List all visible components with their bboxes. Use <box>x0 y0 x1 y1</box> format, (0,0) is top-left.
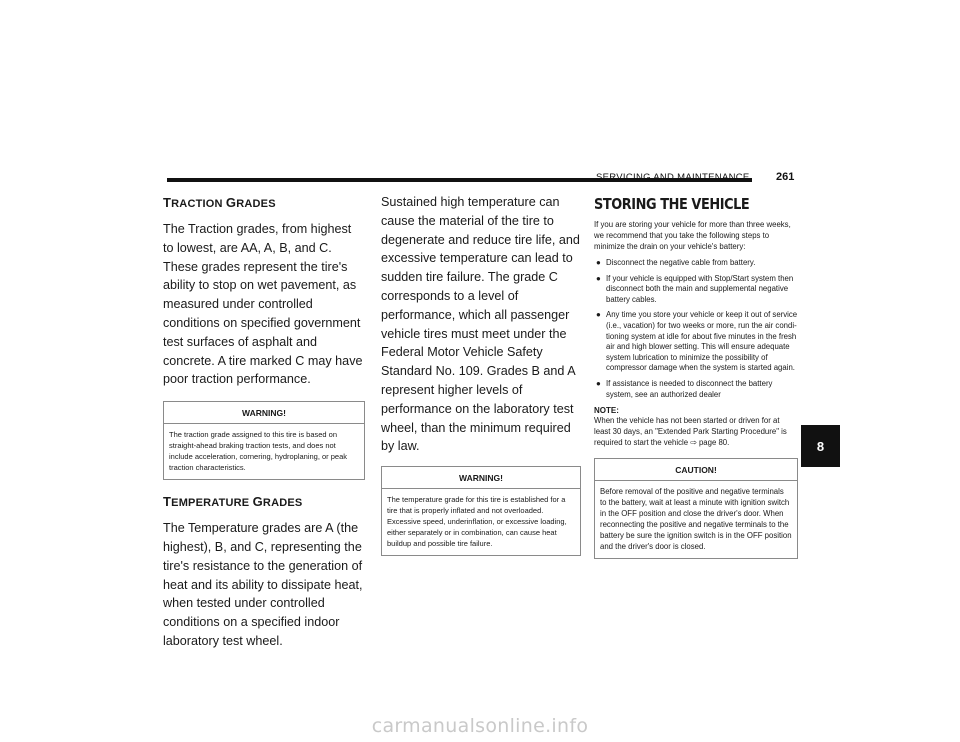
warning-text: The temperature grade for this tire is established for a tire that is properly inflated and not overloaded. Excessive speed, underinflation, or excessive loading, either separately or in combination, can cause heat buildup and possible tire failure. <box>387 495 567 549</box>
watermark: carmanualsonline.info <box>371 715 589 737</box>
storing-bullet-list <box>594 258 798 400</box>
caution-box <box>594 458 798 559</box>
traction-grades-heading: TRACTION GRADES <box>163 195 276 210</box>
warning-title: WARNING! <box>164 402 364 424</box>
page-reference-arrow-icon: ⇨ <box>690 438 697 448</box>
list-item: ● Disconnect the negative cable from battery. <box>596 258 756 267</box>
bullet-icon: ● <box>596 310 601 320</box>
warning-title: WARNING! <box>382 467 580 489</box>
bullet-icon: ● <box>596 378 601 388</box>
page-number: 261 <box>776 171 795 183</box>
storing-intro: If you are storing your vehicle for more than three weeks, we recommend that you take the following steps to minimize the drain on your vehicle's battery: <box>594 220 791 251</box>
note-label: NOTE: <box>594 406 619 416</box>
note-text: When the vehicle has not been started or driven for at least 30 days, an "Extended Park Starting Procedure" is required to start the vehicle ⇨ page 80. <box>594 416 787 448</box>
column-left <box>163 195 365 651</box>
page-reference-link[interactable]: page 80. <box>698 438 730 448</box>
temperature-grades-heading: TEMPERATURE GRADES <box>163 494 303 510</box>
section-title: SERVICING AND MAINTENANCE <box>596 172 750 183</box>
warning-text: The traction grade assigned to this tire is based on straight-ahead braking traction tests, and does not include acceleration, cornering, hydroplaning, or peak traction characteristics. <box>169 430 348 473</box>
list-item: ● If assistance is needed to disconnect the battery system, see an authorized dealer <box>596 378 773 399</box>
temperature-grades-body-continued: Sustained high temperature can cause the material of the tire to degenerate and reduce tire life, and excessive temperature can lead to sudden tire failure. The grade C corresponds to a level of performance, which all passenger vehicle tires must meet under the Federal Motor Vehicle Safety Standard No. 109. Grades B and A represent higher levels of performance on the laboratory test wheel, than the minimum required by law. <box>381 195 580 454</box>
column-middle <box>381 193 581 556</box>
caution-title: CAUTION! <box>595 459 797 481</box>
list-item: ● If your vehicle is equipped with Stop/Start system then disconnect both the main and supplemental negative battery cables. <box>596 273 794 304</box>
traction-grades-body: The Traction grades, from highest to lowest, are AA, A, B, and C. These grades represent the tire's ability to stop on wet pavement, as measured under controlled conditions on specified government test surfaces of asphalt and concrete. A tire marked C may have poor traction performance. <box>163 222 363 387</box>
storing-vehicle-heading: STORING THE VEHICLE <box>594 195 750 213</box>
bullet-icon: ● <box>596 258 601 267</box>
temperature-grades-body: The Temperature grades are A (the highest), B, and C, representing the tire's resistance to the generation of heat and its ability to dissipate heat, when tested under controlled conditions on a specified indoor laboratory test wheel. <box>163 521 363 648</box>
temperature-warning-box <box>381 466 581 556</box>
caution-text: Before removal of the positive and negative terminals to the battery, wait at least a minute with ignition switch in the OFF position and close the driver's door. When reconnecting the positive and negative terminals to the battery be sure the ignition switch is in the OFF position and the driver's door is closed. <box>600 487 792 552</box>
bullet-icon: ● <box>596 273 601 283</box>
list-item: ● Any time you store your vehicle or keep it out of service (i.e., vacation) for two weeks or more, run the air condi-tioning system at idle for about five minutes in the fresh air and high blower setting. This will ensure adequate system lubrication to minimize the possibility of compressor damage when the system is started again. <box>596 310 798 373</box>
chapter-tab: 8 <box>801 425 840 467</box>
column-right <box>594 193 798 559</box>
traction-warning-box <box>163 401 365 480</box>
